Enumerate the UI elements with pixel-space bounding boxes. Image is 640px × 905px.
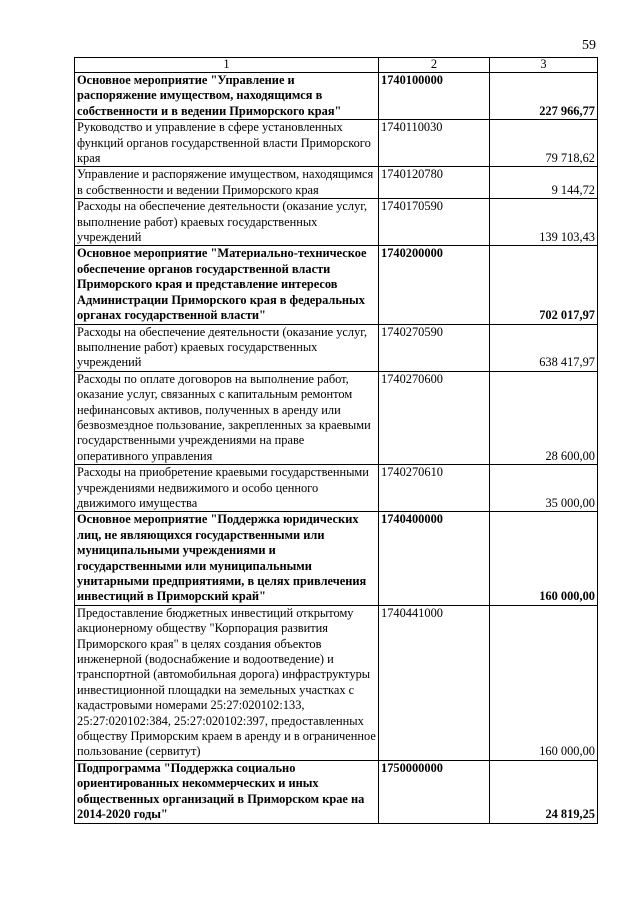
row-amount-cell: 160 000,00	[490, 512, 598, 605]
table-header-row	[75, 58, 598, 73]
row-name-cell: Расходы по оплате договоров на выполнение работ, оказание услуг, связанных с капитальным ремонтом нефинансовых активов, полученных в аренду или безвозмездное пользование, закрепленных за краевыми государственными учреждениями на праве оперативного управления	[75, 371, 379, 464]
row-name-cell: Основное мероприятие "Поддержка юридических лиц, не являющихся государственными или муниципальными учреждениями и государственными или муниципальными унитарными предприятиями, в целях привлечения инвестиций в Приморский край"	[75, 512, 379, 605]
page-number: 59	[582, 38, 596, 53]
header-col-2: 2	[379, 58, 490, 73]
row-code-cell: 1740270610	[379, 465, 490, 512]
table-row	[75, 605, 598, 760]
table-row	[75, 760, 598, 823]
row-name-cell: Расходы на обеспечение деятельности (оказание услуг, выполнение работ) краевых государственных учреждений	[75, 199, 379, 246]
row-amount-cell: 638 417,97	[490, 324, 598, 371]
table-row	[75, 512, 598, 605]
row-amount-cell: 79 718,62	[490, 120, 598, 167]
row-name-cell: Основное мероприятие "Управление и распоряжение имуществом, находящимся в собственности и в ведении Приморского края"	[75, 73, 379, 120]
row-code-cell: 1740110030	[379, 120, 490, 167]
row-code-cell: 1740400000	[379, 512, 490, 605]
row-amount-cell: 227 966,77	[490, 73, 598, 120]
row-name-cell: Подпрограмма "Поддержка социально ориентированных некоммерческих и иных общественных организаций в Приморском крае на 2014-2020 годы"	[75, 760, 379, 823]
table-row	[75, 167, 598, 199]
row-amount-cell: 139 103,43	[490, 199, 598, 246]
row-code-cell: 1740120780	[379, 167, 490, 199]
header-col-3: 3	[490, 58, 598, 73]
table-row	[75, 324, 598, 371]
row-code-cell: 1740170590	[379, 199, 490, 246]
table-row	[75, 120, 598, 167]
table-row	[75, 199, 598, 246]
row-name-cell: Руководство и управление в сфере установленных функций органов государственной власти Приморского края	[75, 120, 379, 167]
row-amount-cell: 9 144,72	[490, 167, 598, 199]
budget-table	[74, 57, 598, 824]
table-row	[75, 465, 598, 512]
row-amount-cell: 28 600,00	[490, 371, 598, 464]
row-amount-cell: 35 000,00	[490, 465, 598, 512]
table-row	[75, 371, 598, 464]
row-amount-cell: 702 017,97	[490, 246, 598, 324]
row-code-cell: 1740270600	[379, 371, 490, 464]
row-amount-cell: 160 000,00	[490, 605, 598, 760]
row-code-cell: 1740270590	[379, 324, 490, 371]
table-row	[75, 246, 598, 324]
row-amount-cell: 24 819,25	[490, 760, 598, 823]
row-code-cell: 1750000000	[379, 760, 490, 823]
row-code-cell: 1740441000	[379, 605, 490, 760]
row-name-cell: Основное мероприятие "Материально-техническое обеспечение органов государственной власти Приморского края и представление интересов Администрации Приморского края в федеральных органах государственной власти"	[75, 246, 379, 324]
row-name-cell: Управление и распоряжение имуществом, находящимся в собственности и ведении Приморского края	[75, 167, 379, 199]
row-name-cell: Расходы на обеспечение деятельности (оказание услуг, выполнение работ) краевых государственных учреждений	[75, 324, 379, 371]
row-code-cell: 1740200000	[379, 246, 490, 324]
table-row	[75, 73, 598, 120]
row-code-cell: 1740100000	[379, 73, 490, 120]
row-name-cell: Расходы на приобретение краевыми государственными учреждениями недвижимого и особо ценного движимого имущества	[75, 465, 379, 512]
header-col-1: 1	[75, 58, 379, 73]
row-name-cell: Предоставление бюджетных инвестиций открытому акционерному обществу "Корпорация развития Приморского края" в целях создания объектов инженерной (водоснабжение и водоотведение) и транспортной (автомобильная дорога) инфраструктуры инвестиционной площадки на земельных участках с кадастровыми номерами 25:27:020102:133, 25:27:020102:384, 25:27:020102:397, предоставленных обществу Приморским краем в аренду и в ограниченное пользование (сервитут)	[75, 605, 379, 760]
